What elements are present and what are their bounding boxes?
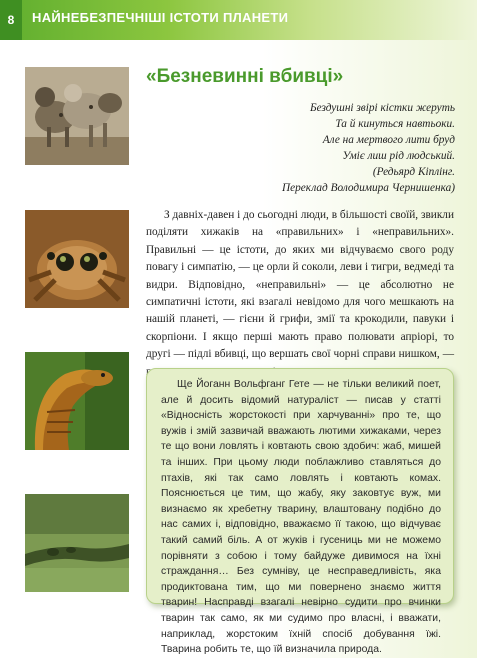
jumping-spider-photo — [25, 210, 129, 308]
body-paragraph: З давніх-давен і до сьогодні люди, в більшості своїй, звикли поділяти хижаків на «правильних» і «неправильних». Правильні — це істоти, до яких ми відчуваємо свого роду повагу і симпатію, — це орли й соколи, леви і тигри, ведмеді та видри. Відповідно, «неправильні» — це абсолютно не симпатичні істоти, які взагалі невідомо для чого мешкають на нашій планеті, — гієни й грифи, змії та крокодили, павуки і скорпіони. І якщо перші мають право полювати апріорі, то другі — підлі вбивці, що вершать свої чорні справи нишком, — — [146, 209, 454, 361]
sidebar-box — [146, 368, 454, 656]
epigraph-line: Уміє лиш рід людський. — [342, 150, 455, 162]
cobra-photo — [25, 352, 129, 450]
epigraph — [155, 100, 455, 196]
page-number: 8 — [0, 0, 22, 40]
epigraph-translator: Переклад Володимира Чернишенка) — [281, 182, 455, 194]
sidebar-box-text: Ще Йоганн Вольфганг Гете — не тільки великий поет, але й досить відомий натураліст — писав у статті «Відносність жорстокості при харчуванні» про те, що вужів і змій зазвичай вважають лютими хижаками, через те що вони ловлять і ковтають свою здобич: жаб, мишей та інших. При цьому люди поблажливо ставляться до птахів, які так само ловлять і ковтають комах. Пояснюється це тим, що жабу, яку заковтує вуж, ми визнаємо як хребетну тварину, влаштовану подібно до нас самих і, відповідно, вважаємо її такою, що відчуває такий самий біль. А от жуків і гусениць ми не можемо порівняти з собою і тому байдуже дивимося на їхні страждання… Без сумніву, це несправедливість, яка продиктована тим, що ми повернено знаємо життя тварин! Насправді взагалі невірно судити про вчинки тварин так само, як ми судимо про власні, і вважати, наприклад, жорстоким їхній спосіб добування їжі. Тварина робить те, що їй визначила природа. — [161, 379, 441, 656]
hyenas-photo — [25, 67, 129, 165]
epigraph-attribution: (Редьярд Кіплінг. — [372, 166, 455, 178]
article-title: «Безневинні вбивці» — [146, 66, 344, 87]
epigraph-line: Бездушні звірі кістки жеруть — [309, 102, 455, 114]
epigraph-line: Але на мертвого лити бруд — [322, 134, 455, 146]
epigraph-line: Та й кинуться навтьоки. — [335, 118, 455, 130]
running-title: НАЙНЕБЕЗПЕЧНІШІ ІСТОТИ ПЛАНЕТИ — [32, 10, 289, 25]
crocodile-photo — [25, 494, 129, 592]
